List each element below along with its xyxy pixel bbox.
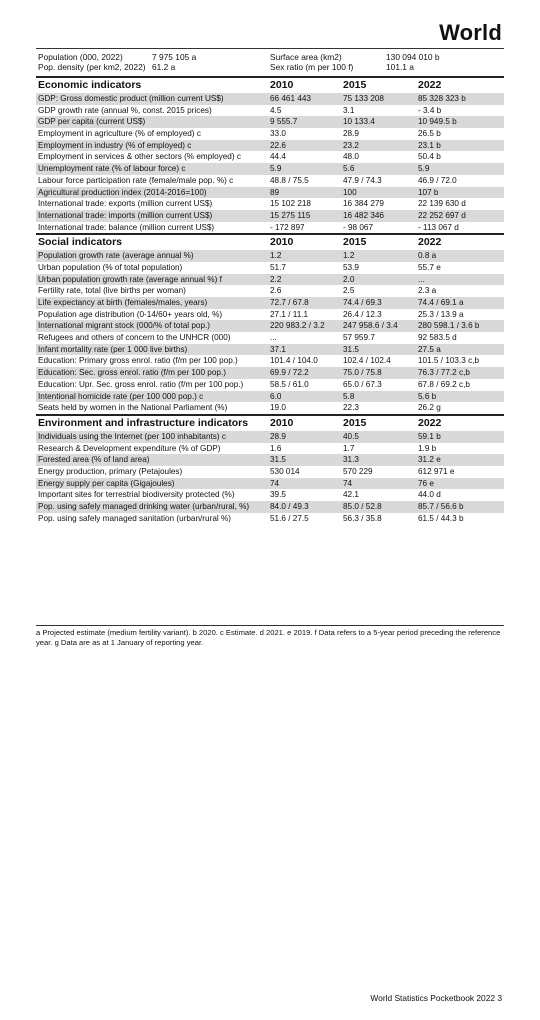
table-row xyxy=(36,285,504,297)
indicator-label: Individuals using the Internet (per 100 inhabitants) c xyxy=(38,431,226,441)
footnotes: a Projected estimate (medium fertility variant). b 2020. c Estimate. d 2021. e 2019. f Data refers to a 5-year period preceding the reference year. g Data are as at 1 January of reporting year. xyxy=(36,625,504,647)
year-header: 2015 xyxy=(343,236,367,249)
indicator-value: 57 959.7 xyxy=(343,333,375,343)
indicator-value: 9 555.7 xyxy=(270,117,298,127)
indicator-value: 280 598.1 / 3.6 b xyxy=(418,321,480,331)
indicator-value: 5.6 b xyxy=(418,391,437,401)
indicator-value: 22.6 xyxy=(270,140,286,150)
year-header: 2010 xyxy=(270,416,294,429)
indicator-value: 2.6 xyxy=(270,286,282,296)
indicator-value: 612 971 e xyxy=(418,466,455,476)
indicator-label: International trade: balance (million current US$) xyxy=(38,222,215,232)
indicator-value: 28.9 xyxy=(343,129,359,139)
indicator-label: GDP growth rate (annual %, const. 2015 prices) xyxy=(38,105,212,115)
indicator-value: 2.0 xyxy=(343,274,355,284)
indicator-value: 44.4 xyxy=(270,152,286,162)
indicator-value: 27.1 / 11.1 xyxy=(270,309,309,319)
indicator-value: 66 461 443 xyxy=(270,94,311,103)
table-row xyxy=(36,163,504,175)
indicator-value: 59.1 b xyxy=(418,431,441,441)
indicator-label: Employment in agriculture (% of employed) c xyxy=(38,129,201,139)
indicator-value: 56.3 / 35.8 xyxy=(343,513,382,523)
indicator-value: 2.5 xyxy=(343,286,355,296)
indicator-label: Education: Primary gross enrol. ratio (f/m per 100 pop.) xyxy=(38,356,238,366)
indicator-value: 220 983.2 / 3.2 xyxy=(270,321,325,331)
table-row xyxy=(36,320,504,332)
table-row xyxy=(36,250,504,262)
year-header: 2010 xyxy=(270,236,294,249)
section-header xyxy=(36,76,504,93)
table-row xyxy=(36,297,504,309)
table-row xyxy=(36,116,504,128)
indicator-value: 5.8 xyxy=(343,391,355,401)
header-label: Population (000, 2022) xyxy=(38,52,123,62)
indicator-label: International migrant stock (000/% of total pop.) xyxy=(38,321,211,331)
table-row xyxy=(36,391,504,403)
indicator-value: 74 xyxy=(343,478,353,488)
table-row xyxy=(36,443,504,455)
indicator-value: 84.0 / 49.3 xyxy=(270,502,309,511)
indicator-value: 53.9 xyxy=(343,262,359,272)
year-header: 2010 xyxy=(270,79,294,91)
indicator-label: Life expectancy at birth (females/males, years) xyxy=(38,298,208,307)
section-title: Economic indicators xyxy=(38,79,142,91)
indicator-label: Seats held by women in the National Parliament (%) xyxy=(38,403,228,413)
indicator-value: 85.7 / 56.6 b xyxy=(418,502,464,511)
indicator-label: Urban population growth rate (average annual %) f xyxy=(38,274,222,284)
table-row xyxy=(36,187,504,199)
indicator-label: Pop. using safely managed sanitation (urban/rural %) xyxy=(38,513,231,523)
indicator-value: 72.7 / 67.8 xyxy=(270,298,309,307)
indicator-value: 67.8 / 69.2 c,b xyxy=(418,379,470,389)
indicator-value: 570 229 xyxy=(343,466,373,476)
indicator-value: 25.3 / 13.9 a xyxy=(418,309,464,319)
indicator-value: 3.1 xyxy=(343,105,355,115)
table-row xyxy=(36,431,504,443)
title-rule xyxy=(36,48,504,49)
indicator-label: GDP per capita (current US$) xyxy=(38,117,146,127)
year-header: 2022 xyxy=(418,236,442,249)
indicator-label: Population growth rate (average annual %) xyxy=(38,251,194,261)
table-row xyxy=(36,309,504,321)
indicator-value: 28.9 xyxy=(270,431,286,441)
indicator-value: 101.4 / 104.0 xyxy=(270,356,318,366)
indicator-label: Education: Sec. gross enrol. ratio (f/m per 100 pop.) xyxy=(38,368,226,378)
indicator-value: 74.4 / 69.3 xyxy=(343,298,382,307)
indicator-label: Energy production, primary (Petajoules) xyxy=(38,466,183,476)
indicator-label: Important sites for terrestrial biodiversity protected (%) xyxy=(38,490,235,500)
indicator-value: 15 102 218 xyxy=(270,199,311,209)
indicator-value: - 113 067 d xyxy=(418,222,459,232)
indicator-value: 85 328 323 b xyxy=(418,94,466,103)
indicator-value: 55.7 e xyxy=(418,262,441,272)
indicator-value: 51.6 / 27.5 xyxy=(270,513,309,523)
indicator-value: 76.3 / 77.2 c,b xyxy=(418,368,470,378)
page-footer: World Statistics Pocketbook 2022 3 xyxy=(370,993,502,1003)
indicator-label: Intentional homicide rate (per 100 000 pop.) c xyxy=(38,391,204,401)
indicator-value: 48.0 xyxy=(343,152,359,162)
indicator-value: - 98 067 xyxy=(343,222,374,232)
indicator-value: 5.9 xyxy=(270,164,282,174)
indicator-value: 10 133.4 xyxy=(343,117,375,127)
header-value: 7 975 105 a xyxy=(152,52,197,62)
header-row xyxy=(36,52,504,62)
indicator-label: Refugees and others of concern to the UNHCR (000) xyxy=(38,333,231,343)
year-header: 2022 xyxy=(418,79,442,91)
header-value: 101.1 a xyxy=(386,62,414,72)
header-label: Pop. density (per km2, 2022) xyxy=(38,62,146,72)
section-title: Social indicators xyxy=(38,236,123,249)
section-title: Environment and infrastructure indicators xyxy=(38,416,249,429)
indicator-value: 1.2 xyxy=(343,251,355,261)
indicator-value: 2.3 a xyxy=(418,286,437,296)
indicator-value: 1.7 xyxy=(343,443,355,453)
indicator-value: 37.1 xyxy=(270,344,286,354)
table-row xyxy=(36,501,504,513)
indicator-value: 31.5 xyxy=(270,455,286,465)
indicator-value: 31.2 e xyxy=(418,455,441,465)
indicator-label: Population age distribution (0-14/60+ years old, %) xyxy=(38,309,223,319)
indicator-label: Forested area (% of land area) xyxy=(38,455,150,465)
indicator-value: 22 252 697 d xyxy=(418,210,466,220)
indicator-value: 23.2 xyxy=(343,140,359,150)
header-row xyxy=(36,62,504,72)
indicator-value: 1.6 xyxy=(270,443,282,453)
indicator-value: 89 xyxy=(270,187,280,197)
indicator-label: Fertility rate, total (live births per woman) xyxy=(38,286,186,296)
indicator-value: 247 958.6 / 3.4 xyxy=(343,321,398,331)
indicator-value: 46.9 / 72.0 xyxy=(418,175,457,185)
year-header: 2015 xyxy=(343,416,367,429)
indicator-value: 27.5 a xyxy=(418,344,441,354)
indicator-value: 26.2 g xyxy=(418,403,441,413)
indicator-value: 10 949.5 b xyxy=(418,117,457,127)
indicator-value: 74.4 / 69.1 a xyxy=(418,298,464,307)
indicator-value: 530 014 xyxy=(270,466,300,476)
table-row xyxy=(36,140,504,152)
table-row xyxy=(36,274,504,286)
indicator-value: 92 583.5 d xyxy=(418,333,457,343)
indicator-value: ... xyxy=(270,333,277,343)
indicator-label: Research & Development expenditure (% of GDP) xyxy=(38,443,221,453)
indicator-value: 61.5 / 44.3 b xyxy=(418,513,464,523)
section-header xyxy=(36,233,504,250)
indicator-value: 75.0 / 75.8 xyxy=(343,368,382,378)
table-row xyxy=(36,175,504,187)
section-header xyxy=(36,414,504,431)
indicator-value: 58.5 / 61.0 xyxy=(270,379,309,389)
indicator-label: Pop. using safely managed drinking water (urban/rural, %) xyxy=(38,502,250,511)
indicator-value: 42.1 xyxy=(343,490,359,500)
indicator-value: 0.8 a xyxy=(418,251,437,261)
indicator-label: Employment in services & other sectors (% employed) c xyxy=(38,152,241,162)
indicator-value: 69.9 / 72.2 xyxy=(270,368,309,378)
indicator-value: 100 xyxy=(343,187,357,197)
indicator-value: 19.0 xyxy=(270,403,286,413)
indicator-value: 23.1 b xyxy=(418,140,441,150)
table-row xyxy=(36,151,504,163)
indicator-value: 5.6 xyxy=(343,164,355,174)
indicator-value: 6.0 xyxy=(270,391,282,401)
table-row xyxy=(36,198,504,210)
header-label: Sex ratio (m per 100 f) xyxy=(270,62,354,72)
indicator-value: 85.0 / 52.8 xyxy=(343,502,382,511)
table-row xyxy=(36,489,504,501)
indicator-value: 16 482 346 xyxy=(343,210,384,220)
indicator-value: 1.2 xyxy=(270,251,282,261)
year-header: 2015 xyxy=(343,79,367,91)
indicator-value: 48.8 / 75.5 xyxy=(270,175,309,185)
table-row xyxy=(36,466,504,478)
table-row xyxy=(36,402,504,414)
indicator-value: 50.4 b xyxy=(418,152,441,162)
indicator-label: Labour force participation rate (female/male pop. %) c xyxy=(38,175,234,185)
indicator-value: 1.9 b xyxy=(418,443,437,453)
indicator-value: 16 384 279 xyxy=(343,199,384,209)
table-row xyxy=(36,105,504,117)
indicator-value: ... xyxy=(418,274,425,284)
table-row xyxy=(36,454,504,466)
header-value: 61.2 a xyxy=(152,62,176,72)
header-value: 130 094 010 b xyxy=(386,52,440,62)
indicator-value: 22.3 xyxy=(343,403,359,413)
indicator-value: 4.5 xyxy=(270,105,282,115)
indicator-value: 101.5 / 103.3 c,b xyxy=(418,356,479,366)
indicator-value: - 172 897 xyxy=(270,222,305,232)
indicator-label: Urban population (% of total population) xyxy=(38,262,183,272)
indicator-value: 76 e xyxy=(418,478,434,488)
indicator-label: International trade: exports (million current US$) xyxy=(38,199,213,209)
indicator-value: 31.3 xyxy=(343,455,359,465)
indicator-value: 75 133 208 xyxy=(343,94,384,103)
table-row xyxy=(36,210,504,222)
indicator-value: 2.2 xyxy=(270,274,282,284)
indicator-value: 40.5 xyxy=(343,431,359,441)
table-row xyxy=(36,344,504,356)
table-row xyxy=(36,513,504,525)
table-row xyxy=(36,355,504,367)
indicator-value: 31.5 xyxy=(343,344,359,354)
table-row xyxy=(36,332,504,344)
indicator-label: Unemployment rate (% of labour force) c xyxy=(38,164,186,174)
indicator-label: International trade: imports (million current US$) xyxy=(38,210,213,220)
indicator-value: 22 139 630 d xyxy=(418,199,466,209)
indicator-label: Education: Upr. Sec. gross enrol. ratio (f/m per 100 pop.) xyxy=(38,379,244,389)
indicator-value: 26.5 b xyxy=(418,129,441,139)
indicator-value: 26.4 / 12.3 xyxy=(343,309,382,319)
indicator-value: 107 b xyxy=(418,187,439,197)
table-row xyxy=(36,128,504,140)
indicator-value: 44.0 d xyxy=(418,490,441,500)
indicator-value: 5.9 xyxy=(418,164,430,174)
header-label: Surface area (km2) xyxy=(270,52,342,62)
indicator-value: 33.0 xyxy=(270,129,286,139)
indicator-value: 51.7 xyxy=(270,262,286,272)
indicator-tables xyxy=(36,76,504,524)
table-row xyxy=(36,379,504,391)
indicator-value: - 3.4 b xyxy=(418,105,442,115)
table-row xyxy=(36,262,504,274)
indicator-value: 15 275 115 xyxy=(270,210,311,220)
page-title: World xyxy=(439,20,502,45)
year-header: 2022 xyxy=(418,416,442,429)
indicator-value: 65.0 / 67.3 xyxy=(343,379,382,389)
indicator-label: Energy supply per capita (Gigajoules) xyxy=(38,478,175,488)
table-row xyxy=(36,478,504,490)
indicator-value: 74 xyxy=(270,478,280,488)
indicator-label: GDP: Gross domestic product (million current US$) xyxy=(38,94,224,103)
indicator-label: Employment in industry (% of employed) c xyxy=(38,140,192,150)
header-block xyxy=(36,52,504,72)
table-row xyxy=(36,367,504,379)
indicator-value: 102.4 / 102.4 xyxy=(343,356,391,366)
indicator-label: Infant mortality rate (per 1 000 live births) xyxy=(38,344,188,354)
indicator-value: 47.9 / 74.3 xyxy=(343,175,382,185)
indicator-value: 39.5 xyxy=(270,490,286,500)
table-row xyxy=(36,222,504,234)
table-row xyxy=(36,93,504,105)
indicator-label: Agricultural production index (2014-2016=100) xyxy=(38,187,207,197)
